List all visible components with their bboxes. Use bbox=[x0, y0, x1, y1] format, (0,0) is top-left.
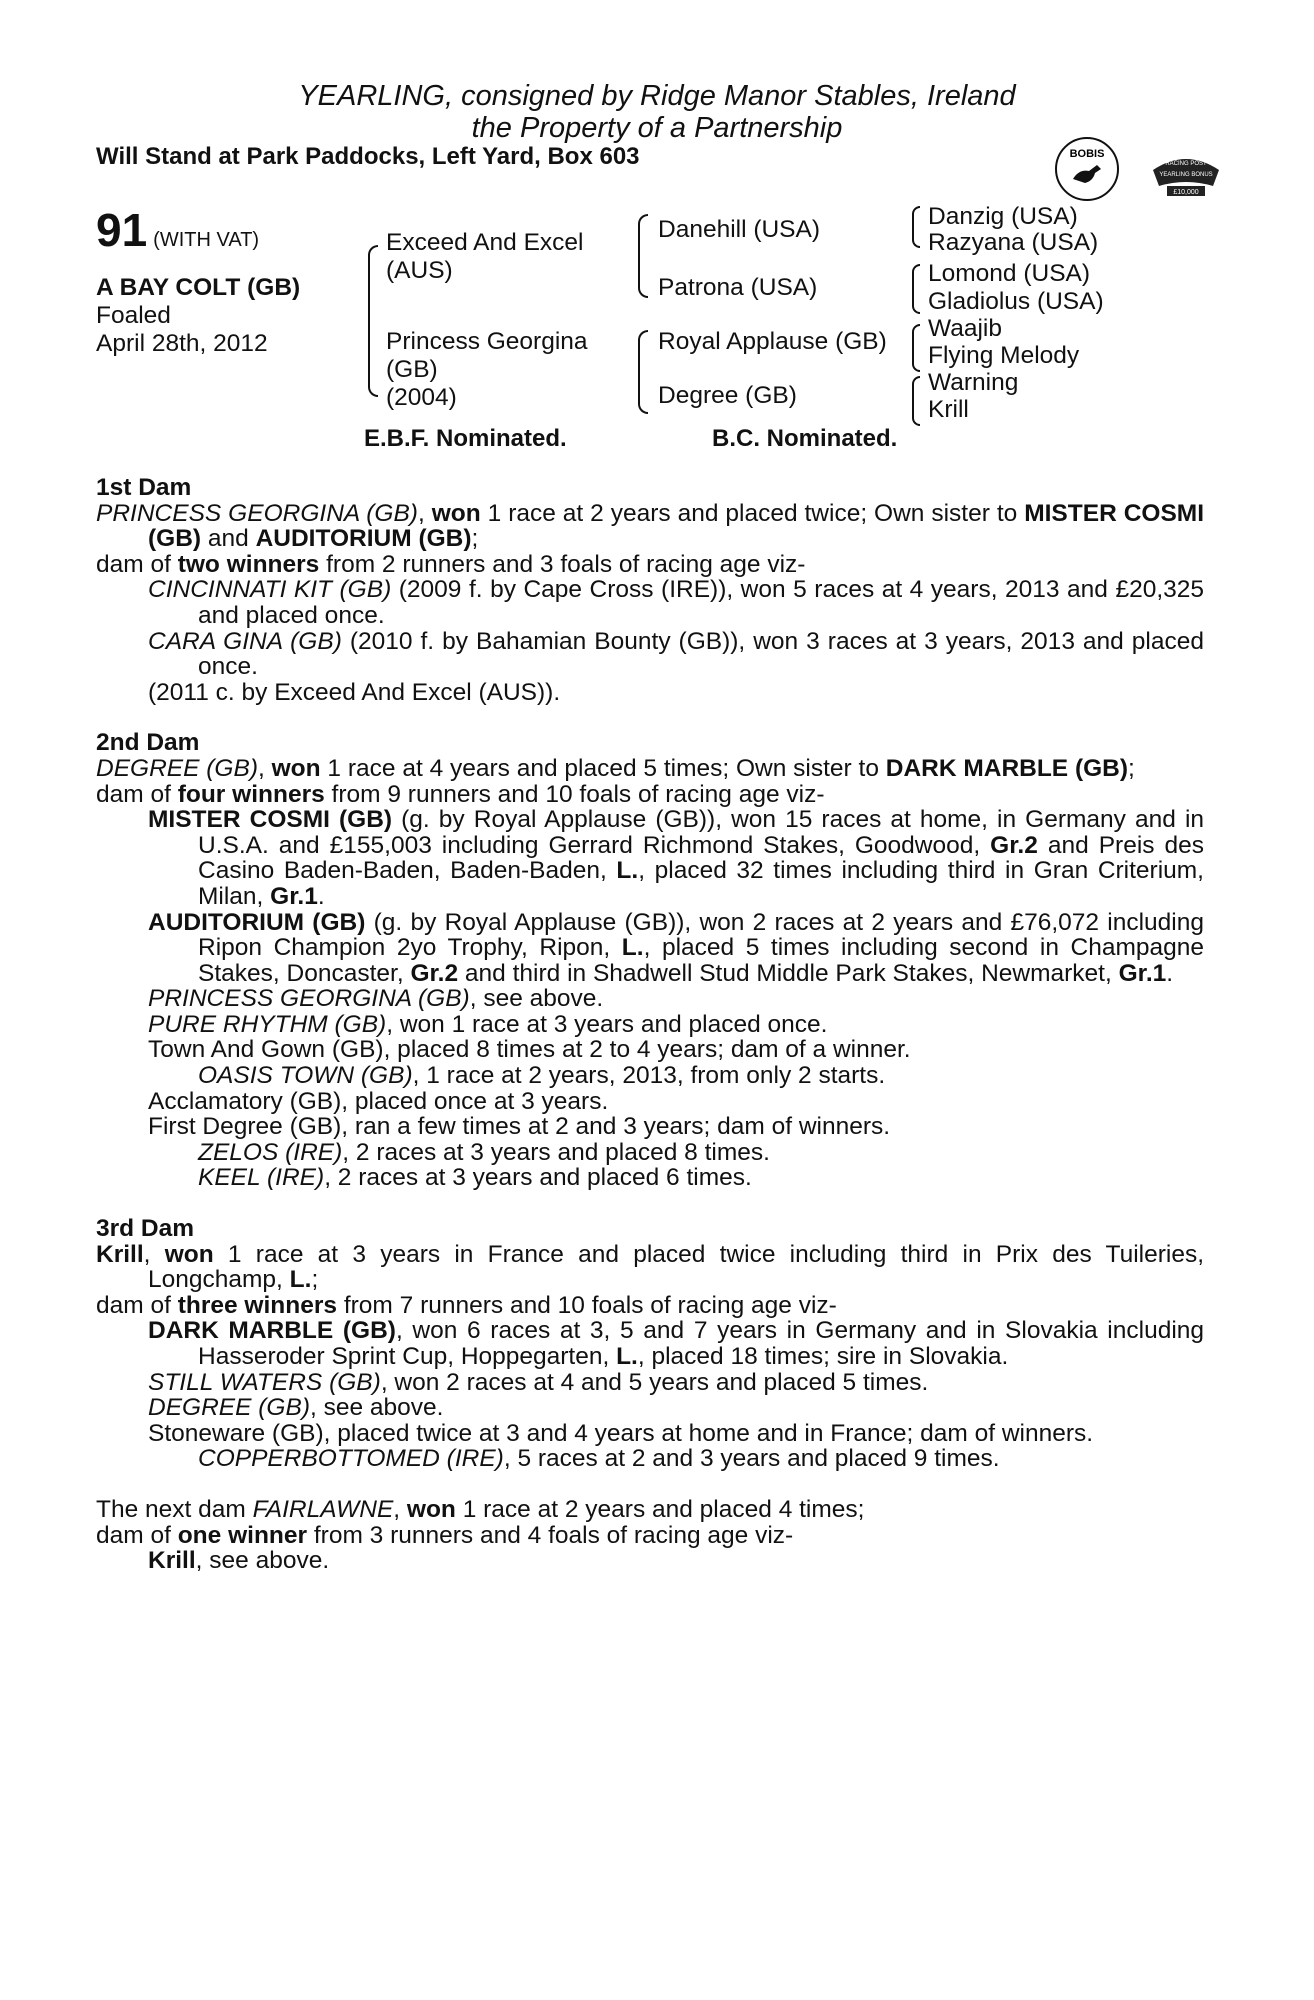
ped-dsd: Flying Melody bbox=[928, 342, 1080, 369]
produce-cincinnati-kit: CINCINNATI KIT (GB) (2009 f. by Cape Cross (IRE)), won 5 races at 4 years, 2013 and £20,325 and placed once. bbox=[148, 576, 1205, 629]
header-line-1: YEARLING, consigned by Ridge Manor Stables, Ireland bbox=[298, 80, 1016, 112]
produce-mister-cosmi: MISTER COSMI (GB) (g. by Royal Applause (GB)), won 15 races at home, in Germany and in U.S.A. and £155,003 including Gerrard Richmond Stakes, Goodwood, Gr.2 and Preis des Casino Baden-Baden, Baden-Baden, L., placed 32 times including third in Gran Criterium, Milan, Gr.1. bbox=[148, 806, 1205, 910]
produce-pure-rhythm: PURE RHYTHM (GB), won 1 race at 3 years and placed once. bbox=[148, 1010, 828, 1038]
second-dam-produce-intro: dam of four winners from 9 runners and 10 foals of racing age viz- bbox=[96, 780, 825, 808]
sire-name: Exceed And Excel (AUS) bbox=[386, 229, 584, 284]
bobis-text: BOBIS bbox=[1069, 148, 1105, 160]
produce-acclamatory: Acclamatory (GB), placed once at 3 years. bbox=[148, 1087, 609, 1115]
foaled-date: April 28th, 2012 bbox=[96, 330, 268, 357]
produce-town-and-gown: Town And Gown (GB), placed 8 times at 2 to 4 years; dam of a winner. bbox=[148, 1036, 911, 1064]
second-dam-text: DEGREE (GB), won 1 race at 4 years and placed 5 times; Own sister to DARK MARBLE (GB); bbox=[96, 754, 1135, 782]
second-dam-heading: 2nd Dam bbox=[96, 729, 200, 757]
sire-dam: Patrona (USA) bbox=[658, 274, 818, 301]
ped-sss: Danzig (USA) bbox=[928, 203, 1078, 230]
produce-keel: KEEL (IRE), 2 races at 3 years and placed 6 times. bbox=[198, 1164, 752, 1192]
produce-cara-gina: CARA GINA (GB) (2010 f. by Bahamian Bounty (GB)), won 3 races at 3 years, 2013 and placed once. bbox=[148, 627, 1204, 681]
ss-bracket bbox=[912, 206, 920, 248]
ped-dds: Warning bbox=[928, 369, 1019, 396]
bc-nominated: B.C. Nominated. bbox=[712, 425, 898, 452]
dam-dam: Degree (GB) bbox=[658, 382, 797, 409]
first-dam-text: PRINCESS GEORGINA (GB), won 1 race at 2 years and placed twice; Own sister to MISTER COSMI (GB) and AUDITORIUM (GB); bbox=[96, 499, 1204, 553]
third-dam-produce-intro: dam of three winners from 7 runners and 10 foals of racing age viz- bbox=[96, 1291, 837, 1319]
foaled-label: Foaled bbox=[96, 302, 171, 329]
first-dam-heading: 1st Dam bbox=[96, 474, 192, 501]
ped-ssd: Razyana (USA) bbox=[928, 229, 1099, 256]
sire-sire: Danehill (USA) bbox=[658, 216, 821, 243]
lot-number: 91 (WITH VAT) bbox=[96, 204, 260, 256]
produce-zelos: ZELOS (IRE), 2 races at 3 years and placed 8 times. bbox=[198, 1138, 770, 1166]
ped-dss: Waajib bbox=[928, 315, 1002, 342]
dam-sire: Royal Applause (GB) bbox=[658, 328, 887, 355]
third-dam-text: Krill, won 1 race at 3 years in France and placed twice including third in Prix des Tuileries, Longchamp, L.; bbox=[96, 1240, 1204, 1294]
dam-name: Princess Georgina (GB) (2004) bbox=[386, 328, 588, 411]
next-dam-text: The next dam FAIRLAWNE, won 1 race at 2 years and placed 4 times; bbox=[96, 1495, 865, 1523]
lot-description: A BAY COLT (GB) bbox=[96, 274, 301, 301]
third-dam-heading: 3rd Dam bbox=[96, 1215, 195, 1243]
produce-krill: Krill, see above. bbox=[148, 1547, 330, 1575]
vat-label: (WITH VAT) bbox=[153, 229, 260, 251]
first-dam-produce-intro: dam of two winners from 2 runners and 3 foals of racing age viz- bbox=[96, 550, 806, 578]
produce-stoneware: Stoneware (GB), placed twice at 3 and 4 years at home and in France; dam of winners. bbox=[148, 1419, 1094, 1447]
ebf-nominated: E.B.F. Nominated. bbox=[364, 425, 567, 452]
rp-mid-text: YEARLING BONUS bbox=[1159, 172, 1213, 178]
ped-sdd: Gladiolus (USA) bbox=[928, 288, 1104, 315]
sire-line-bracket bbox=[638, 214, 648, 298]
produce-still-waters: STILL WATERS (GB), won 2 races at 4 and 5 years and placed 5 times. bbox=[148, 1368, 929, 1396]
ped-ddd: Krill bbox=[928, 396, 969, 423]
bobis-logo-icon bbox=[1055, 137, 1119, 201]
dd-bracket bbox=[912, 376, 920, 426]
produce-copperbottomed: COPPERBOTTOMED (IRE), 5 races at 2 and 3 years and placed 9 times. bbox=[198, 1445, 1000, 1473]
produce-auditorium: AUDITORIUM (GB) (g. by Royal Applause (GB)), won 2 races at 2 years and £76,072 including Ripon Champion 2yo Trophy, Ripon, L., placed 5 times including second in Champagne Stakes, Doncaster, Gr.2 and third in Shadwell Stud Middle Park Stakes, Newmarket, Gr.1. bbox=[148, 908, 1205, 987]
next-dam-produce-intro: dam of one winner from 3 runners and 4 foals of racing age viz- bbox=[96, 1521, 794, 1549]
produce-oasis-town: OASIS TOWN (GB), 1 race at 2 years, 2013, from only 2 starts. bbox=[198, 1062, 886, 1090]
sd-bracket bbox=[912, 264, 920, 314]
dam-line-bracket bbox=[638, 330, 648, 414]
rp-amount-text: £10,000 bbox=[1173, 189, 1199, 196]
ped-sds: Lomond (USA) bbox=[928, 260, 1091, 287]
header-line-2: the Property of a Partnership bbox=[471, 112, 843, 144]
ds-bracket bbox=[912, 324, 920, 372]
racing-post-bonus-logo-icon bbox=[1147, 150, 1225, 198]
produce-dark-marble: DARK MARBLE (GB), won 6 races at 3, 5 and 7 years in Germany and in Slovakia including Hasseroder Sprint Cup, Hoppegarten, L., placed 18 times; sire in Slovakia. bbox=[148, 1317, 1205, 1370]
catalogue-body bbox=[96, 475, 1204, 1574]
sire-dam-bracket bbox=[368, 245, 378, 397]
produce-princess-georgina: PRINCESS GEORGINA (GB), see above. bbox=[148, 985, 604, 1013]
stand-location: Will Stand at Park Paddocks, Left Yard, Box 603 bbox=[96, 143, 640, 170]
produce-first-degree: First Degree (GB), ran a few times at 2 and 3 years; dam of winners. bbox=[148, 1113, 891, 1141]
produce-degree: DEGREE (GB), see above. bbox=[148, 1394, 444, 1422]
produce-2011-colt: (2011 c. by Exceed And Excel (AUS)). bbox=[148, 678, 561, 706]
rp-top-text: RACING POST bbox=[1165, 161, 1207, 167]
